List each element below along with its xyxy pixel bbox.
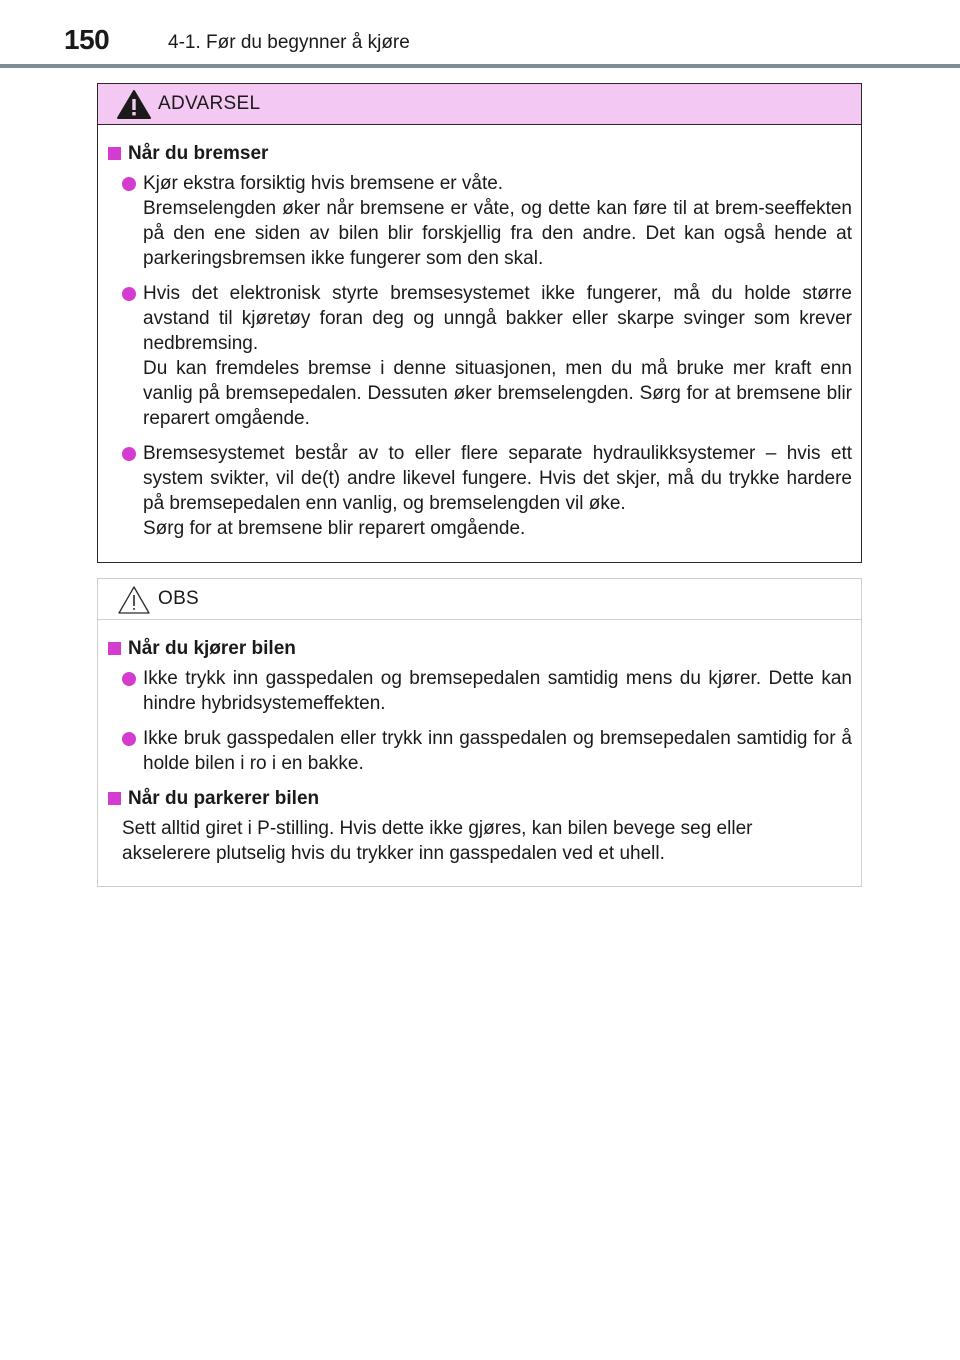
paragraph-line: Hvis det elektronisk styrte bremsesystemet ikke fungerer, må du holde større avstand til kjøretøy foran deg og unngå bakker eller skarpe svinger som krever nedbremsing.: [143, 283, 852, 354]
paragraph-line: Sett alltid giret i P-stilling. Hvis dette ikke gjøres, kan bilen bevege seg eller: [122, 818, 753, 839]
paragraph-text: Ikke bruk gasspedalen eller trykk inn gasspedalen og bremsepedalen samtidig for å holde bilen i ro i en bakke.: [143, 728, 852, 774]
subhead-text: Når du bremser: [128, 143, 269, 164]
subhead-text: Når du parkerer bilen: [128, 788, 320, 809]
warning-box-label: ADVARSEL: [158, 93, 261, 114]
page-number: 150: [64, 24, 110, 55]
notice-subhead: [106, 636, 852, 661]
warning-box: [97, 83, 862, 563]
paragraph-line: Bremsesystemet består av to eller flere separate hydraulikksystemer – hvis ett system svikter, vil de(t) andre likevel fungere. Hvis det skjer, må du trykke hardere på bremsepedalen enn vanlig, og bremselengden vil øke.: [143, 443, 852, 514]
paragraph-line: Kjør ekstra forsiktig hvis bremsene er våte.: [143, 173, 504, 194]
square-bullet-icon: [108, 642, 121, 655]
paragraph: [106, 816, 852, 866]
notice-box-label: OBS: [158, 588, 200, 609]
warning-box-body: [98, 125, 861, 541]
notice-box: [97, 578, 862, 887]
round-bullet-icon: [122, 287, 136, 301]
paragraph-line: Sørg for at bremsene blir reparert omgående.: [143, 518, 526, 539]
warning-box-header: [98, 84, 861, 125]
page-header: [0, 0, 960, 70]
caution-triangle-outline-icon: [116, 584, 152, 615]
paragraph-text: Ikke trykk inn gasspedalen og bremsepedalen samtidig mens du kjører. Dette kan hindre hybridsystemeffekten.: [143, 668, 852, 714]
notice-box-header: [98, 579, 861, 620]
subhead-text: Når du kjører bilen: [128, 638, 296, 659]
round-bullet-icon: [122, 672, 136, 686]
notice-subhead: [106, 786, 852, 811]
paragraph-line: Du kan fremdeles bremse i denne situasjonen, men du må bruke mer kraft enn vanlig på bremsepedalen. Dessuten øker bremselengden. Sørg for at bremsene blir reparert omgående.: [143, 358, 852, 429]
header-rule: [0, 64, 960, 68]
list-item: [106, 666, 852, 716]
warning-triangle-icon: [116, 89, 152, 120]
round-bullet-icon: [122, 177, 136, 191]
list-item: [106, 281, 852, 431]
warning-subhead: [106, 141, 852, 166]
paragraph-line: Bremselengden øker når bremsene er våte, og dette kan føre til at brem-seeffekten på den ene siden av bilen blir forskjellig fra den andre. Det kan også hende at parkeringsbremsen ikke fungerer som den skal.: [143, 198, 852, 269]
section-title: 4-1. Før du begynner å kjøre: [168, 32, 410, 53]
notice-box-body: [98, 620, 861, 866]
list-item: [106, 441, 852, 541]
list-item: [106, 726, 852, 776]
round-bullet-icon: [122, 732, 136, 746]
list-item: [106, 171, 852, 271]
round-bullet-icon: [122, 447, 136, 461]
square-bullet-icon: [108, 147, 121, 160]
paragraph-line: akselerere plutselig hvis du trykker inn gasspedalen ved et uhell.: [122, 843, 665, 864]
square-bullet-icon: [108, 792, 121, 805]
